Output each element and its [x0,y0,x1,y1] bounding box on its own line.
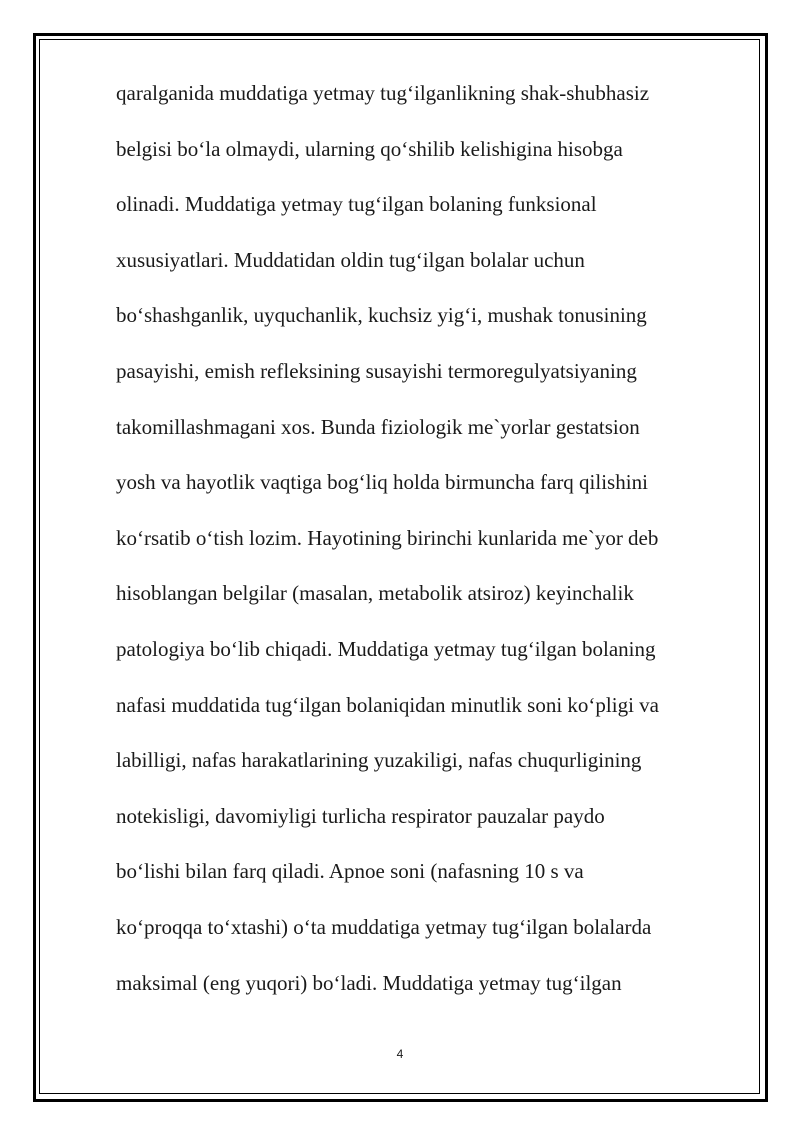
text-line: takomillashmagani xos. Bunda fiziologik me`yorlar gestatsion [116,414,640,439]
text-line: ko‘rsatib o‘tish lozim. Hayotining birinchi kunlarida me`yor deb [116,525,659,550]
text-line: pasayishi, emish refleksining susayishi termoregulyatsiyaning [116,358,637,383]
text-line: patologiya bo‘lib chiqadi. Muddatiga yetmay tug‘ilgan bolaning [116,636,656,661]
text-line: hisoblangan belgilar (masalan, metabolik atsiroz) keyinchalik [116,581,634,606]
text-line: ko‘proqqa to‘xtashi) o‘ta muddatiga yetmay tug‘ilgan bolalarda [116,914,652,939]
page-number: 4 [396,1047,404,1061]
text-line: bo‘shashganlik, uyquchanlik, kuchsiz yig‘i, mushak tonusining [116,303,647,328]
text-line: labilligi, nafas harakatlarining yuzakiligi, nafas chuqurligining [116,748,642,773]
text-line: olinadi. Muddatiga yetmay tug‘ilgan bolaning funksional [116,192,597,217]
text-line: belgisi bo‘la olmaydi, ularning qo‘shilib kelishigina hisobga [116,136,623,161]
text-line: xususiyatlari. Muddatidan oldin tug‘ilgan bolalar uchun [116,247,585,272]
text-line: bo‘lishi bilan farq qiladi. Apnoe soni (nafasning 10 s va [116,859,584,884]
text-line: yosh va hayotlik vaqtiga bog‘liq holda birmuncha farq qilishini [116,470,648,495]
text-line: notekisligi, davomiyligi turlicha respirator pauzalar paydo [116,803,605,828]
body-text [116,66,756,1011]
text-line: nafasi muddatida tug‘ilgan bolaniqidan minutlik soni ko‘pligi va [116,692,659,717]
text-line: qaralganida muddatiga yetmay tug‘ilganlikning shak-shubhasiz [116,81,650,105]
text-line: maksimal (eng yuqori) bo‘ladi. Muddatiga yetmay tug‘ilgan [116,970,622,995]
